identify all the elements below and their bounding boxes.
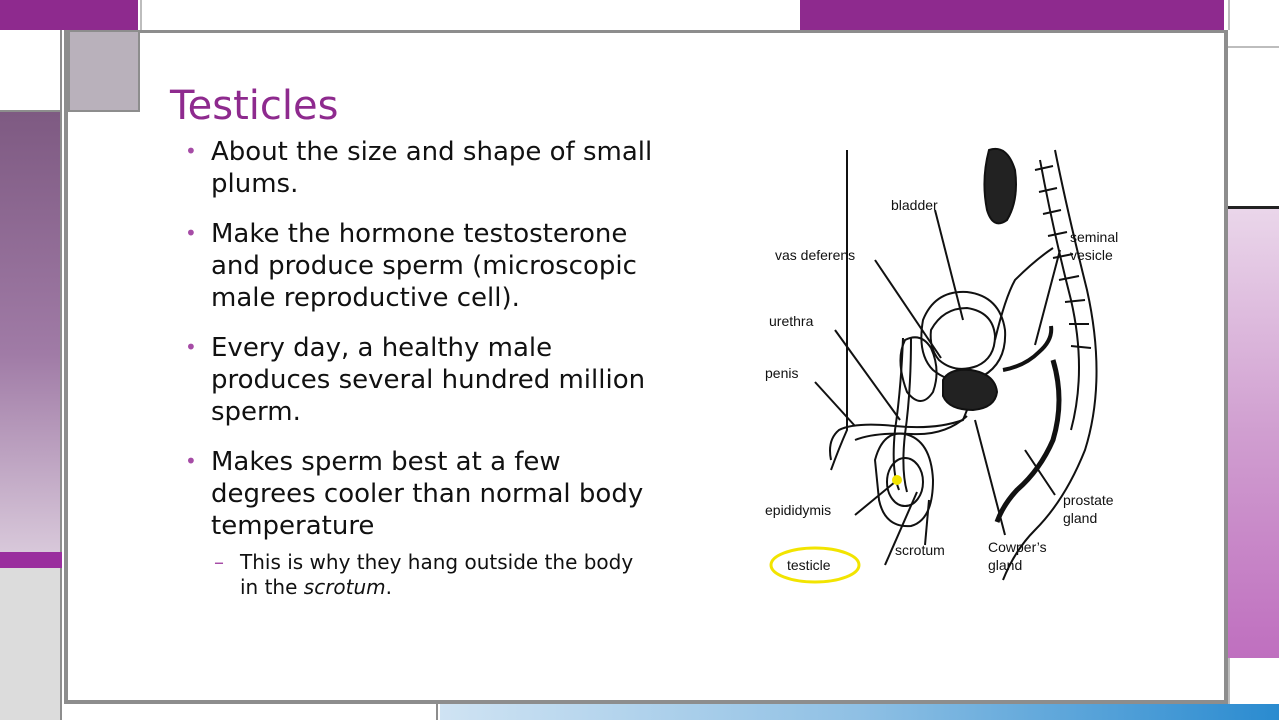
top-far-right-sub-frame (1228, 30, 1279, 48)
slide-title: Testicles (170, 83, 339, 129)
left-frame-top (0, 30, 62, 112)
bottom-left-frame (64, 704, 438, 720)
sub-bullet-item (185, 550, 655, 600)
label-seminal-vesicle-line2: vesicle (1070, 247, 1113, 263)
bullet-item (185, 136, 655, 200)
top-frame-box (140, 0, 800, 30)
bottom-gradient-bar (440, 704, 1279, 720)
left-accent-bar (0, 552, 62, 568)
label-vas-deferens: vas deferens (775, 247, 856, 263)
label-scrotum: scrotum (895, 542, 945, 558)
bullet-text: Makes sperm best at a few degrees cooler than normal body temperature (211, 447, 644, 541)
label-seminal-vesicle-line1: seminal (1070, 229, 1119, 245)
bullet-item (185, 332, 655, 428)
label-penis: penis (765, 365, 799, 381)
testicle-highlight-dot (892, 475, 902, 485)
sub-bullet-text: This is why they hang outside the body in the (240, 550, 634, 599)
right-gradient-bar (1226, 206, 1279, 658)
top-right-accent-block (800, 0, 1224, 30)
label-epididymis: epididymis (765, 502, 832, 518)
sub-bullet-dash-icon: – (214, 550, 224, 574)
bullet-text: About the size and shape of small plums. (211, 137, 653, 199)
bullet-dot-icon: • (185, 449, 197, 473)
sub-bullet-suffix: . (385, 575, 393, 599)
label-prostate-gland-line2: gland (1063, 510, 1098, 526)
label-prostate-gland-line1: prostate (1063, 492, 1114, 508)
label-cowpers-gland-line1: Cowper’s (988, 539, 1047, 555)
bullet-dot-icon: • (185, 139, 197, 163)
anatomy-line-art (815, 149, 1097, 580)
label-testicle: testicle (787, 557, 831, 573)
label-bladder: bladder (891, 197, 938, 213)
bullet-text: Make the hormone testosterone and produce sperm (microscopic male reproductive cell). (211, 219, 637, 313)
bullet-dot-icon: • (185, 221, 197, 245)
bullet-item (185, 218, 655, 314)
bullet-list (185, 136, 655, 600)
label-cowpers-gland-line2: gland (988, 557, 1023, 573)
label-urethra: urethra (769, 313, 814, 329)
sub-bullet-emphasis: scrotum (303, 575, 386, 599)
bullet-dot-icon: • (185, 335, 197, 359)
bullet-item (185, 446, 655, 542)
bullet-text: Every day, a healthy male produces several hundred million sperm. (211, 333, 646, 427)
left-frame-bottom (0, 568, 62, 720)
male-reproductive-anatomy-diagram (735, 130, 1155, 590)
left-gradient-bar (0, 112, 62, 552)
corner-gray-square (68, 32, 140, 112)
right-frame-top (1228, 48, 1279, 208)
top-left-accent-block (0, 0, 138, 30)
top-far-right-box (1228, 0, 1279, 30)
